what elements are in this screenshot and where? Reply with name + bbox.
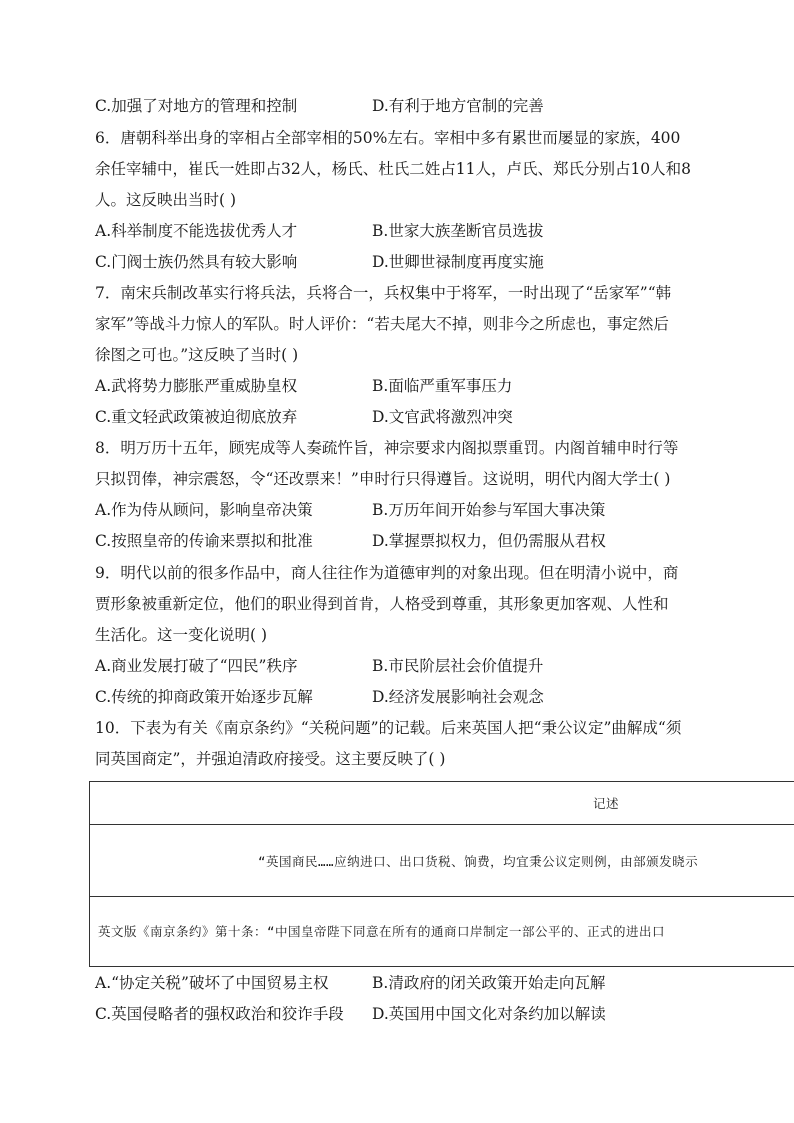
q8-stem-line-1: 8．明万历十五年，顾宪成等人奏疏忤旨，神宗要求内阁拟票重罚。内阁首辅申时行等 <box>95 439 679 457</box>
q5-options-cd <box>95 96 794 116</box>
q8-stem-line-2: 只拟罚俸，神宗震怒，令“还改票来！”申时行只得遵旨。这说明，明代内阁大学士( ) <box>95 470 671 488</box>
q6-options-cd <box>95 252 794 272</box>
q8-option-c[interactable]: C.按照皇帝的传谕来票拟和批准 <box>95 532 313 550</box>
q7-stem-line-3: 徐图之可也。”这反映了当时( ) <box>95 346 299 364</box>
q9-options-ab <box>95 656 794 676</box>
q7-options-cd <box>95 407 794 427</box>
q7-options-ab <box>95 376 794 396</box>
q10-options-ab <box>95 973 794 993</box>
q8-options-cd <box>95 531 794 551</box>
q8-option-a[interactable]: A.作为侍从顾问，影响皇帝决策 <box>95 501 313 519</box>
q10-option-d[interactable]: D.英国用中国文化对条约加以解读 <box>372 1005 606 1023</box>
q10-option-c[interactable]: C.英国侵略者的强权政治和狡诈手段 <box>95 1005 344 1023</box>
q10-stem-line-1: 10．下表为有关《南京条约》“关税问题”的记载。后来英国人把“秉公议定”曲解成“须 <box>95 719 682 737</box>
q8-option-d[interactable]: D.掌握票拟权力，但仍需服从君权 <box>372 532 606 550</box>
q5-option-d[interactable]: D.有利于地方官制的完善 <box>372 97 544 115</box>
q7-option-d[interactable]: D.文官武将激烈冲突 <box>372 408 513 426</box>
q8-option-b[interactable]: B.万历年间开始参与军国大事决策 <box>372 501 606 519</box>
q9-stem-line-2: 贾形象被重新定位，他们的职业得到首肯，人格受到尊重，其形象更加客观、人性和 <box>95 595 669 613</box>
q7-stem-line-2: 家军”等战斗力惊人的军队。时人评价：“若夫尾大不掉，则非今之所虑也，事定然后 <box>95 315 669 333</box>
q9-options-cd <box>95 687 794 707</box>
table-row <box>90 896 794 966</box>
q7-option-b[interactable]: B.面临严重军事压力 <box>372 377 513 395</box>
q9-option-b[interactable]: B.市民阶层社会价值提升 <box>372 657 544 675</box>
table-cell-english-text: 英文版《南京条约》第十条：“中国皇帝陛下同意在所有的通商口岸制定一部公平的、正式的进出口 <box>98 924 666 939</box>
q9-option-a[interactable]: A.商业发展打破了“四民”秩序 <box>95 657 298 675</box>
table-cell-chinese-text: “英国商民……应纳进口、出口货税、饷费，均宜秉公议定则例，由部颁发晓示 <box>258 854 699 869</box>
table-header-row <box>90 782 794 825</box>
treaty-table <box>89 781 794 967</box>
q5-option-c[interactable]: C.加强了对地方的管理和控制 <box>95 97 298 115</box>
q6-option-c[interactable]: C.门阀士族仍然具有较大影响 <box>95 253 298 271</box>
q6-options-ab <box>95 221 794 241</box>
q6-stem-line-3: 人。这反映出当时( ) <box>95 191 237 209</box>
q9-option-d[interactable]: D.经济发展影响社会观念 <box>372 688 544 706</box>
q6-stem-line-1: 6．唐朝科举出身的宰相占全部宰相的50%左右。宰相中多有累世而屡显的家族，400 <box>95 129 681 147</box>
q10-option-a[interactable]: A.“协定关税”破坏了中国贸易主权 <box>95 974 329 992</box>
q9-stem-line-3: 生活化。这一变化说明( ) <box>95 626 268 644</box>
q6-option-a[interactable]: A.科举制度不能选拔优秀人才 <box>95 222 298 240</box>
q7-option-c[interactable]: C.重文轻武政策被迫彻底放弃 <box>95 408 298 426</box>
q6-option-b[interactable]: B.世家大族垄断官员选拔 <box>372 222 544 240</box>
q10-stem-line-2: 同英国商定”，并强迫清政府接受。这主要反映了( ) <box>95 750 446 768</box>
q7-stem-line-1: 7．南宋兵制改革实行将兵法，兵将合一，兵权集中于将军，一时出现了“岳家军”“韩 <box>95 284 672 302</box>
q9-option-c[interactable]: C.传统的抑商政策开始逐步瓦解 <box>95 688 313 706</box>
q9-stem-line-1: 9．明代以前的很多作品中，商人往往作为道德审判的对象出现。但在明清小说中，商 <box>95 564 679 582</box>
q10-options-cd <box>95 1004 794 1024</box>
q8-options-ab <box>95 500 794 520</box>
q10-option-b[interactable]: B.清政府的闭关政策开始走向瓦解 <box>372 974 606 992</box>
table-row <box>90 824 794 897</box>
q6-option-d[interactable]: D.世卿世禄制度再度实施 <box>372 253 544 271</box>
q7-option-a[interactable]: A.武将势力膨胀严重威胁皇权 <box>95 377 298 395</box>
table-header-cell: 记述 <box>593 796 620 811</box>
q6-stem-line-2: 余任宰辅中，崔氏一姓即占32人，杨氏、杜氏二姓占11人，卢氏、郑氏分别占10人和8 <box>95 160 692 178</box>
